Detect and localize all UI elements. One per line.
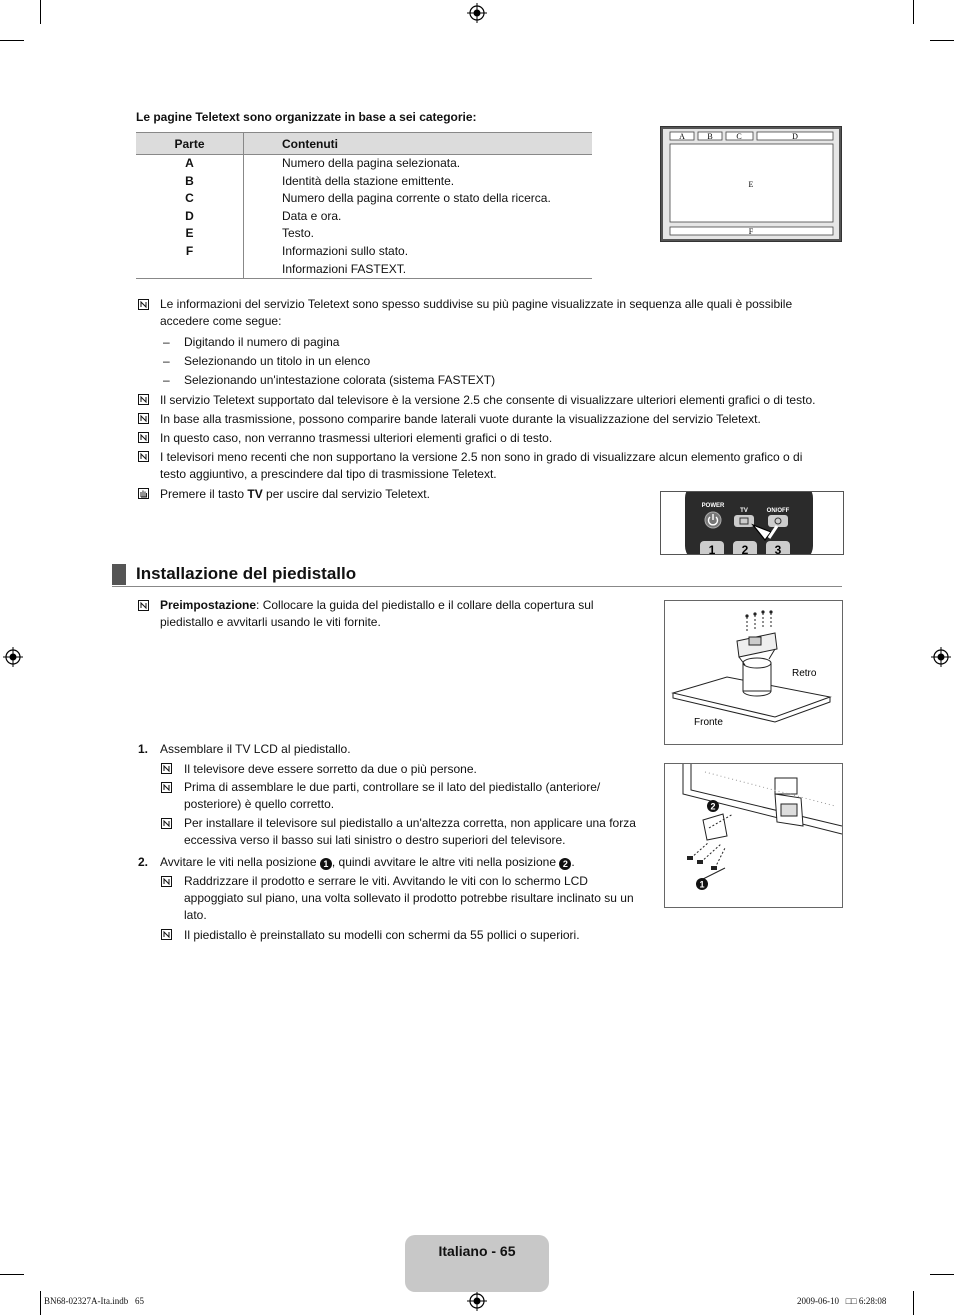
crop-mark: [40, 0, 41, 24]
table-row: [136, 243, 592, 261]
bullet-dash: –: [163, 373, 170, 387]
step-1-text: Assemblare il TV LCD al piedistallo.: [160, 742, 351, 756]
step-2-text-part: , quindi avvitare le altre viti nella posizione: [331, 855, 560, 869]
registration-mark-icon: [467, 3, 487, 23]
preset-note: [160, 597, 630, 631]
registration-mark-icon: [467, 1291, 487, 1311]
diagram-label-a: A: [679, 132, 685, 141]
step-2-note: Il piedistallo è preinstallato su modelli con schermi da 55 pollici o superiori.: [184, 928, 580, 942]
note-icon: [138, 413, 149, 424]
hand-note-icon: [138, 488, 149, 499]
note-side-bands: In base alla trasmissione, possono comparire bande laterali vuote durante la visualizzazione del servizio Teletext.: [160, 412, 761, 426]
teletext-layout-diagram: [660, 126, 842, 242]
page-number-tab: [405, 1235, 549, 1292]
note-icon: [138, 299, 149, 310]
note-text: per uscire dal servizio Teletext.: [262, 487, 430, 501]
position-1-marker: 1: [320, 858, 332, 870]
remote-digit-2: 2: [741, 543, 749, 554]
part-cell: A: [136, 155, 244, 173]
preset-label: Preimpostazione: [160, 598, 257, 612]
diagram-label-b: B: [707, 132, 713, 141]
table-row: [136, 173, 592, 191]
contents-cell: Testo.: [282, 226, 315, 241]
note-icon: [161, 876, 172, 887]
note-text: Premere il tasto: [160, 487, 248, 501]
note-icon: [161, 782, 172, 793]
note-teletext-pages: Le informazioni del servizio Teletext sono spesso suddivise su più pagine visualizzate in sequenza alle quali è possibile accedere come segue:: [160, 297, 793, 328]
bullet-item: Selezionando un'intestazione colorata (sistema FASTEXT): [184, 373, 496, 387]
footer-file-info: BN68-02327A-Ita.indb 65: [44, 1296, 144, 1306]
step-number: 2.: [138, 855, 149, 869]
contents-cell: Numero della pagina selezionata.: [282, 156, 461, 170]
stand-assembly-figure: [664, 600, 843, 745]
remote-tv-label: TV: [740, 508, 748, 514]
remote-digit-3: 3: [774, 543, 782, 554]
bullet-dash: –: [163, 335, 170, 349]
crop-mark: [40, 1291, 41, 1315]
key-tv: TV: [247, 487, 263, 501]
note-icon: [161, 818, 172, 829]
crop-mark: [930, 1274, 954, 1275]
preset-text: : Collocare la guida del piedistallo e il collare della copertura sul piedistallo e avvitarli usando le viti fornite.: [160, 598, 594, 629]
part-cell: F: [136, 243, 244, 261]
step-2-note: Raddrizzare il prodotto e serrare le viti. Avvitando le viti con lo schermo LCD appoggiato sul piano, una volta sollevato il prodotto potrebbe risultare inclinato su un lato.: [184, 874, 634, 922]
bullet-item: Selezionando un titolo in un elenco: [184, 354, 371, 368]
contents-cell: Data e ora.: [282, 208, 342, 223]
bullet-dash: –: [163, 354, 170, 368]
registration-mark-icon: [3, 647, 23, 667]
part-cell: E: [136, 225, 244, 243]
diagram-label-d: D: [792, 132, 798, 141]
note-icon: [138, 451, 149, 462]
figure-marker-1: 1: [699, 879, 705, 890]
page-label: Italiano - 65: [438, 1243, 516, 1259]
label-front: Fronte: [694, 717, 723, 728]
diagram-label-f: F: [748, 227, 754, 236]
step-2-text-part: Avvitare le viti nella posizione: [160, 855, 320, 869]
table-header-contents: Contenuti: [244, 133, 593, 155]
remote-control-image: [660, 491, 844, 555]
table-row: [136, 261, 592, 279]
contents-cell: Identità della stazione emittente.: [282, 173, 455, 188]
step-2-text-part: .: [571, 855, 575, 869]
table-header-part: Parte: [136, 133, 244, 155]
crop-mark: [913, 0, 914, 24]
contents-cell: Informazioni FASTEXT.: [244, 261, 593, 279]
crop-mark: [913, 1291, 914, 1315]
parts-table: [136, 132, 592, 279]
table-row: [136, 208, 592, 226]
note-icon: [161, 763, 172, 774]
diagram-label-e: E: [748, 180, 754, 189]
note-icon: [138, 600, 149, 611]
note-older-tvs: I televisori meno recenti che non supportano la versione 2.5 non sono in grado di visualizzare alcun elemento grafico o di testo aggiuntivo, a prescindere dal tipo di trasmissione Teletext.: [160, 450, 803, 481]
step-1-note: Il televisore deve essere sorretto da due o più persone.: [184, 762, 477, 776]
step-2-text: [160, 855, 575, 870]
remote-digit-1: 1: [708, 543, 716, 554]
part-cell: [136, 261, 244, 279]
step-1-note: Per installare il televisore sul piedistallo a un'altezza corretta, non applicare una forza eccessiva verso il basso sui lati sinistro o destro superiori del televisore.: [184, 816, 636, 847]
screw-assembly-figure: [664, 763, 843, 908]
diagram-label-c: C: [736, 132, 742, 141]
footer-timestamp: 2009-06-10 □□ 6:28:08: [797, 1296, 887, 1306]
label-rear: Retro: [792, 668, 817, 679]
note-icon: [161, 929, 172, 940]
crop-mark: [930, 40, 954, 41]
step-number: 1.: [138, 742, 149, 756]
note-icon: [138, 394, 149, 405]
note-no-extra: In questo caso, non verranno trasmessi ulteriori elementi grafici o di testo.: [160, 431, 553, 445]
bullet-item: Digitando il numero di pagina: [184, 335, 340, 349]
table-row: [136, 155, 592, 173]
section-title: Installazione del piedistallo: [136, 564, 357, 583]
section-bar: [112, 564, 126, 585]
remote-power-label: POWER: [701, 503, 725, 509]
step-1-note: Prima di assemblare le due parti, controllare se il lato del piedistallo (anteriore/ posteriore) è quello corretto.: [184, 780, 601, 811]
part-cell: D: [136, 208, 244, 226]
remote-onoff-label: ON/OFF: [766, 508, 790, 514]
contents-cell: Informazioni sullo stato.: [282, 243, 409, 258]
position-2-marker: 2: [559, 858, 571, 870]
note-icon: [138, 432, 149, 443]
registration-mark-icon: [931, 647, 951, 667]
table-row: [136, 190, 592, 208]
crop-mark: [0, 40, 24, 41]
note-exit-teletext: [160, 487, 430, 501]
contents-cell: Numero della pagina corrente o stato della ricerca.: [282, 191, 551, 206]
part-cell: C: [136, 190, 244, 208]
crop-mark: [0, 1274, 24, 1275]
table-row: [136, 225, 592, 243]
part-cell: B: [136, 173, 244, 191]
intro-heading: Le pagine Teletext sono organizzate in base a sei categorie:: [136, 110, 477, 124]
section-header: [112, 562, 842, 587]
figure-marker-2: 2: [710, 801, 716, 812]
note-version: Il servizio Teletext supportato dal televisore è la versione 2.5 che consente di visualizzare ulteriori elementi grafici o di testo.: [160, 393, 816, 407]
